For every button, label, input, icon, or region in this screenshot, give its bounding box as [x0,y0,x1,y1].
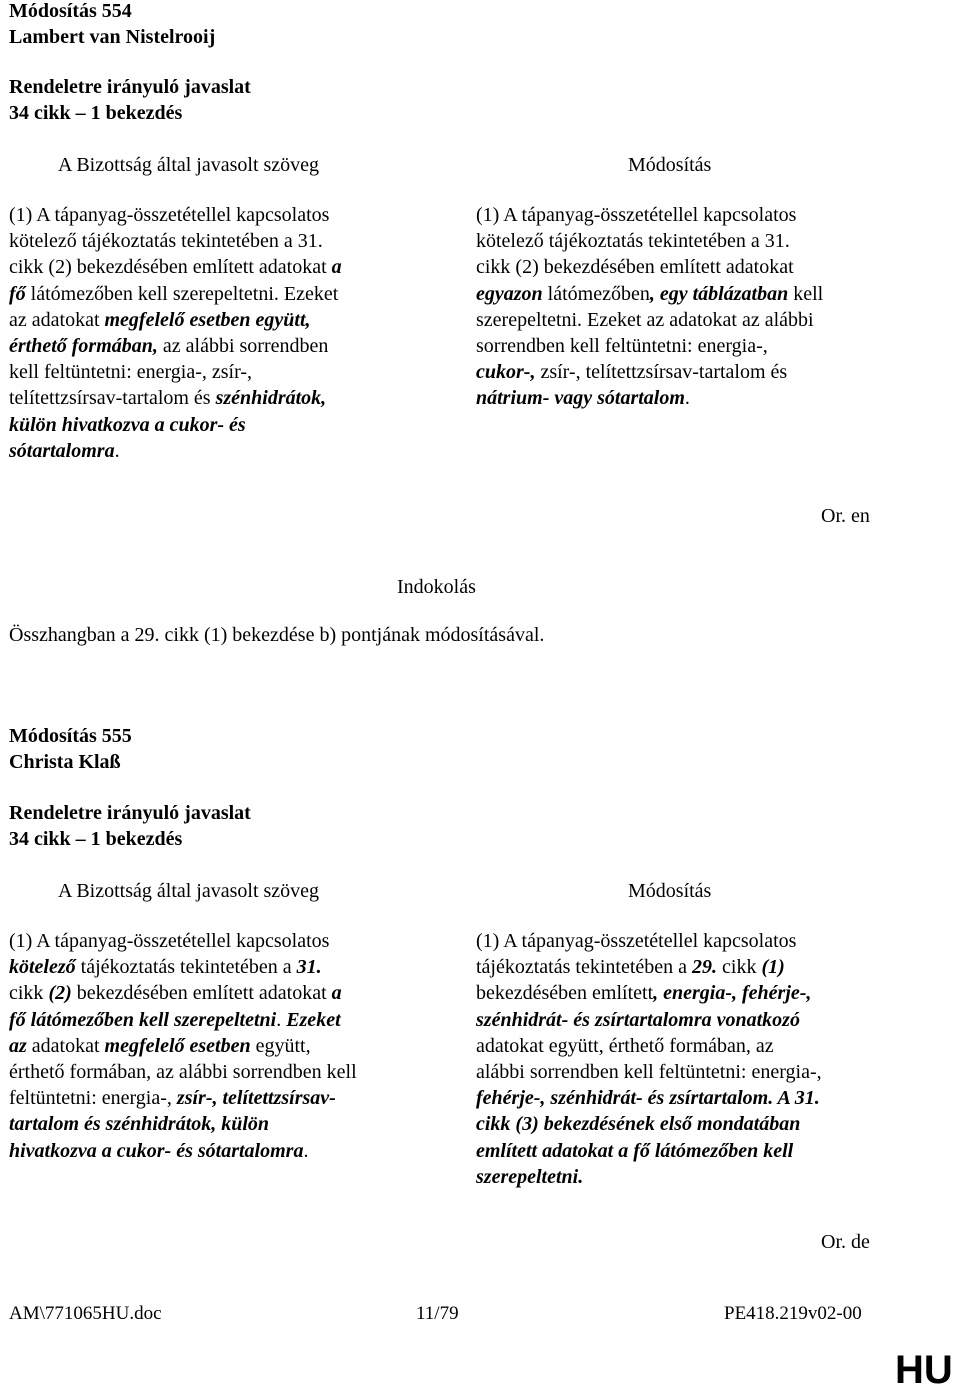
amendment-554-justification-title: Indokolás [397,576,476,598]
amendment-554-proposal: Rendeletre irányuló javaslat [9,76,251,98]
amendment-555-author: Christa Klaß [9,751,121,773]
footer-page-number: 11/79 [416,1303,459,1324]
amendment-554-original-language: Or. en [821,505,870,527]
amendment-554-amended-text: (1) A tápanyag-összetétellel kapcsolatos kötelező tájékoztatás tekintetében a 31. cikk (2) bekezdésében említett adatokat egyazon látómezőben, egy táblázatban kell szerepeltetni. Ezeket az adatokat az alábbi sorrendben kell feltüntetni: energia-, cukor-, zsír-, telítettzsírsav-tartalom és nátrium- vagy sótartalom. [476,204,824,410]
footer-pe-reference: PE418.219v02-00 [724,1303,862,1324]
amendment-555-original-language: Or. de [821,1231,870,1253]
amendment-554-commission-text: (1) A tápanyag-összetétellel kapcsolatos kötelező tájékoztatás tekintetében a 31. cikk (2) bekezdésében említett adatokat a fő látómezőben kell szerepeltetni. Ezeket az adatokat megfelelő esetben együtt, érthető formában, az alábbi sorrendben kell feltüntetni: energia-, zsír-, telítettzsírsav-tartalom és szénhidrátok, külön hivatkozva a cukor- és sótartalomra. [9,204,342,462]
amendment-555-number: Módosítás 555 [9,725,132,747]
amendment-555-right-column-title: Módosítás [628,880,712,902]
amendment-554-right-column-title: Módosítás [628,154,712,176]
amendment-555-amended-text: (1) A tápanyag-összetétellel kapcsolatos tájékoztatás tekintetében a 29. cikk (1) bekezdésében említett, energia-, fehérje-, szénhidrát- és zsírtartalomra vonatkozó adatokat együtt, érthető formában, az alábbi sorrendben kell feltüntetni: energia-, fehérje-, szénhidrát- és zsírtartalom. A 31. cikk (3) bekezdésének első mondatában említett adatokat a fő látómezőben kell szerepeltetni. [476,930,822,1188]
amendment-554-author: Lambert van Nistelrooij [9,26,216,48]
amendment-554-article: 34 cikk – 1 bekezdés [9,102,183,124]
footer-document-reference: AM\771065HU.doc [9,1303,162,1324]
footer-language-code: HU [895,1348,953,1392]
amendment-554-justification-text: Összhangban a 29. cikk (1) bekezdése b) pontjának módosításával. [9,624,545,646]
amendment-554-left-column-title: A Bizottság által javasolt szöveg [58,154,320,176]
amendment-555-article: 34 cikk – 1 bekezdés [9,828,183,850]
amendment-554-number: Módosítás 554 [9,0,132,22]
amendment-555-left-column-title: A Bizottság által javasolt szöveg [58,880,320,902]
amendment-555-commission-text: (1) A tápanyag-összetétellel kapcsolatos kötelező tájékoztatás tekintetében a 31. cikk (2) bekezdésében említett adatokat a fő látómezőben kell szerepeltetni. Ezeket az adatokat megfelelő esetben együtt, érthető formában, az alábbi sorrendben kell feltüntetni: energia-, zsír-, telítettzsírsav- tartalom és szénhidrátok, külön hivatkozva a cukor- és sótartalomra. [9,930,357,1162]
amendment-555-proposal: Rendeletre irányuló javaslat [9,802,251,824]
